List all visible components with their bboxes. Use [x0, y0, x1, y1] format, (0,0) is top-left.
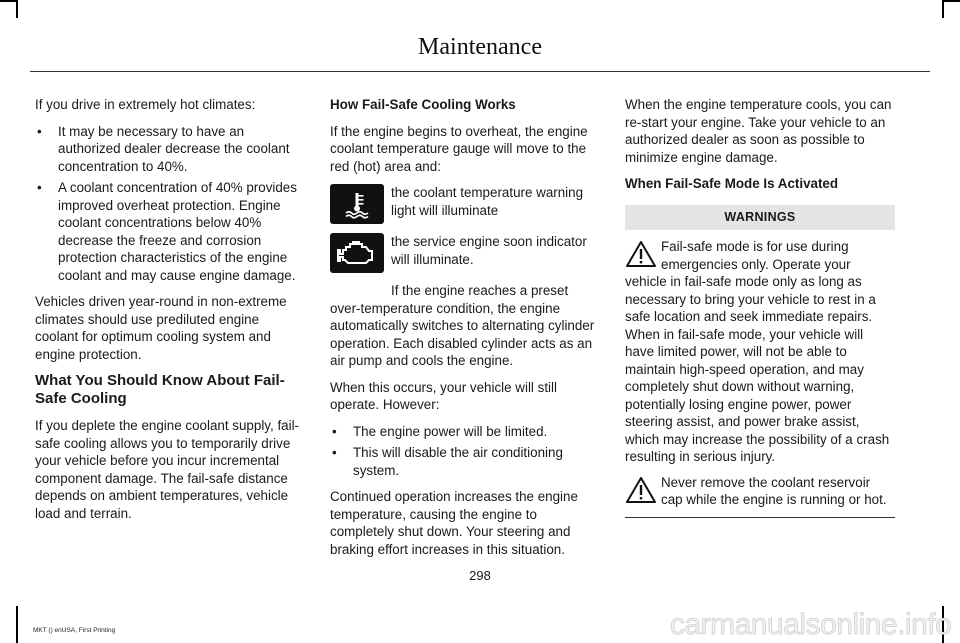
warning-triangle-icon [625, 476, 657, 504]
column-left [35, 96, 305, 531]
restart-paragraph: When the engine temperature cools, you can re-start your engine. Take your vehicle to an authorized dealer as soon as possible to minimize engine damage. [625, 97, 892, 165]
warning-item [625, 238, 895, 466]
list-item: • The engine power will be limited. [330, 423, 602, 441]
watermark-logo [670, 603, 960, 643]
warnings-divider [625, 517, 895, 518]
header-divider [30, 71, 930, 72]
still-operate-paragraph: When this occurs, your vehicle will still operate. However: [330, 379, 557, 412]
crop-mark [942, 0, 944, 18]
page-title: Maintenance [418, 34, 542, 60]
continued-operation-paragraph: Continued operation increases the engine temperature, causing the engine to completely shut down. Your steering and braking effort increases in this situation. [330, 489, 578, 557]
check-engine-icon [330, 233, 384, 273]
icon-row-text: the service engine soon indicator will illuminate. [391, 234, 587, 267]
list-item: • This will disable the air conditioning system. [330, 444, 602, 479]
hot-climates-intro: If you drive in extremely hot climates: [35, 97, 256, 112]
warning-text: Never remove the coolant reservoir cap while the engine is running or hot. [661, 474, 887, 507]
warning-item [625, 474, 895, 509]
overheat-intro: If the engine begins to overheat, the engine coolant temperature gauge will move to the red (hot) area and: [330, 123, 588, 174]
warnings-header: WARNINGS [625, 205, 895, 231]
svg-text:carmanualsonline.info: carmanualsonline.info [670, 608, 952, 641]
crop-mark [16, 0, 18, 18]
preset-paragraph: If the engine reaches a preset over-temperature condition, the engine automatically switches to alternating cylinder operation. Each disabled cylinder acts as an air pump and cools the engine. [330, 283, 595, 368]
icon-row [330, 233, 602, 273]
section-heading: When Fail-Safe Mode Is Activated [625, 176, 839, 191]
printing-info: MKT () enUSA, First Printing [33, 627, 116, 634]
hot-climates-list [35, 123, 305, 285]
crop-mark [942, 0, 960, 2]
column-middle [330, 96, 602, 567]
warning-triangle-icon [625, 240, 657, 268]
list-item: • A coolant concentration of 40% provides improved overheat protection. Engine coolant concentrations below 40% decrease the freeze and corrosion protection characteristics of the engine coolant and may cause engine damage. [35, 179, 305, 284]
page-number: 298 [469, 568, 491, 583]
year-round-paragraph: Vehicles driven year-round in non-extreme climates should use prediluted engine coolant for optimum cooling system and engine protection. [35, 294, 287, 362]
section-heading: What You Should Know About Fail-Safe Cooling [35, 372, 285, 407]
column-right [625, 96, 895, 518]
warning-text: Fail-safe mode is for use during emergencies only. Operate your vehicle in fail-safe mode only as long as necessary to bring your vehicle to rest in a safe location and seek immediate repairs. When in fail-safe mode, your vehicle will have limited power, will not be able to maintain high-speed operation, and may completely shut down without warning, potentially losing engine power, power steering assist, and power brake assist, which may increase the possibility of a crash resulting in serious injury. [625, 239, 890, 464]
limitations-list [330, 423, 602, 480]
icon-row [330, 184, 602, 224]
fail-safe-paragraph: If you deplete the engine coolant supply, fail-safe cooling allows you to temporarily drive your vehicle before you incur incremental component damage. The fail-safe distance depends on ambient temperatures, vehicle load and terrain. [35, 418, 300, 521]
list-item: • It may be necessary to have an authorized dealer decrease the coolant concentration to 40%. [35, 123, 305, 176]
crop-mark [16, 606, 18, 643]
coolant-temperature-icon [330, 184, 384, 224]
section-heading: How Fail-Safe Cooling Works [330, 97, 516, 112]
icon-row-text: the coolant temperature warning light will illuminate [391, 185, 584, 218]
